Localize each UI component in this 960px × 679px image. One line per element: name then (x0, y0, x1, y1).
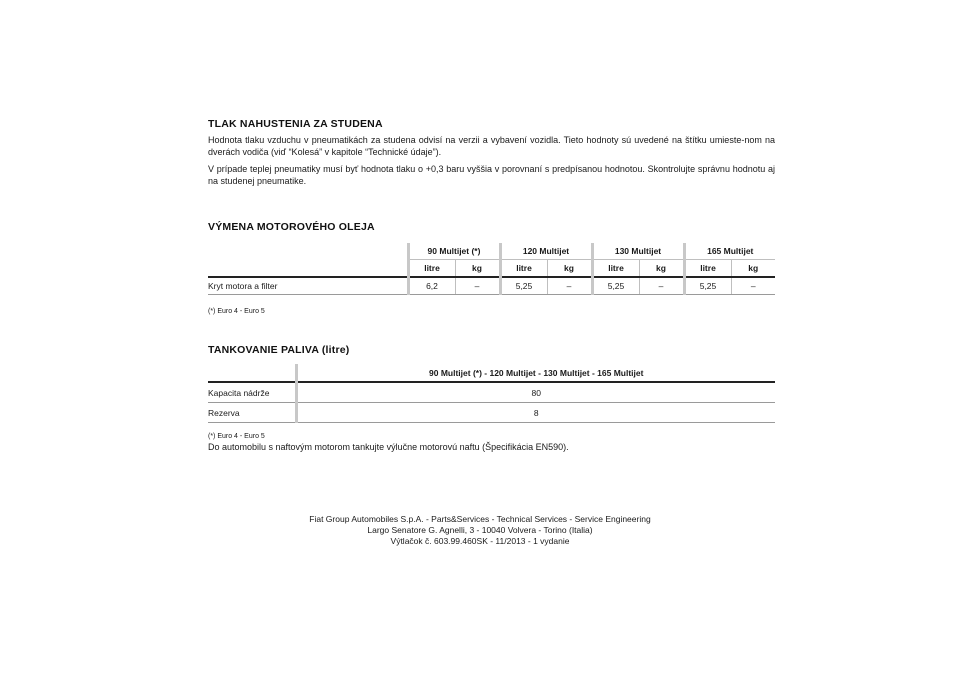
engine-header: 130 Multijet (592, 243, 684, 260)
publisher-footer (0, 514, 960, 547)
fuel-header-row (208, 364, 775, 382)
tire-pressure-title: TLAK NAHUSTENIA ZA STUDENA (208, 118, 383, 130)
fuel-table (208, 364, 775, 423)
empty-cell (208, 243, 408, 260)
empty-cell (208, 260, 408, 278)
fuel-specification-note: Do automobilu s naftovým motorom tankujte výlučne motorovú naftu (Špecifikácia EN590). (208, 442, 569, 452)
fuel-engine-header: 90 Multijet (*) - 120 Multijet - 130 Multijet - 165 Multijet (296, 364, 775, 382)
table-cell: – (731, 277, 775, 295)
table-cell: 8 (296, 403, 775, 423)
table-cell: 5,25 (592, 277, 639, 295)
unit-header: kg (731, 260, 775, 278)
empty-cell (208, 364, 296, 382)
tire-pressure-paragraph-2: V prípade teplej pneumatiky musí byť hodnota tlaku o +0,3 baru vyššia v porovnaní s predpísanou hodnotou. Skontrolujte správnu hodnotu aj na studenej pneumatike. (208, 164, 775, 186)
unit-header: kg (455, 260, 500, 278)
footer-line-address: Largo Senatore G. Agnelli, 3 - 10040 Volvera - Torino (Italia) (367, 525, 593, 535)
unit-header: litre (592, 260, 639, 278)
footer-line-company: Fiat Group Automobiles S.p.A. - Parts&Services - Technical Services - Service Engineering (309, 514, 651, 524)
engine-header: 165 Multijet (684, 243, 775, 260)
oil-engine-header-row (208, 243, 775, 260)
table-row (208, 403, 775, 423)
oil-table (208, 243, 775, 295)
unit-header: litre (408, 260, 455, 278)
table-cell: – (547, 277, 592, 295)
oil-footnote: (*) Euro 4 - Euro 5 (208, 308, 265, 315)
footer-line-print: Výtlačok č. 603.99.460SK - 11/2013 - 1 vydanie (390, 536, 570, 546)
row-label: Kryt motora a filter (208, 277, 408, 295)
refueling-title: TANKOVANIE PALIVA (litre) (208, 344, 350, 356)
engine-header: 90 Multijet (*) (408, 243, 500, 260)
oil-change-title: VÝMENA MOTOROVÉHO OLEJA (208, 221, 375, 233)
tire-pressure-paragraph-1: Hodnota tlaku vzduchu v pneumatikách za studena odvisí na verzii a vybavení vozidla. Tieto hodnoty sú uvedené na štítku umieste-nom na dverách vodiča (viď “Kolesá” v kapitole “Technické údaje”). (208, 135, 775, 157)
unit-header: litre (684, 260, 731, 278)
table-row (208, 277, 775, 295)
table-cell: – (455, 277, 500, 295)
engine-header: 120 Multijet (500, 243, 592, 260)
oil-unit-header-row (208, 260, 775, 278)
row-label: Rezerva (208, 403, 296, 423)
row-label: Kapacita nádrže (208, 382, 296, 403)
unit-header: litre (500, 260, 547, 278)
table-cell: 5,25 (684, 277, 731, 295)
table-cell: 80 (296, 382, 775, 403)
table-cell: 5,25 (500, 277, 547, 295)
table-row (208, 382, 775, 403)
unit-header: kg (547, 260, 592, 278)
fuel-footnote: (*) Euro 4 - Euro 5 (208, 433, 265, 440)
table-cell: – (639, 277, 684, 295)
unit-header: kg (639, 260, 684, 278)
table-cell: 6,2 (408, 277, 455, 295)
